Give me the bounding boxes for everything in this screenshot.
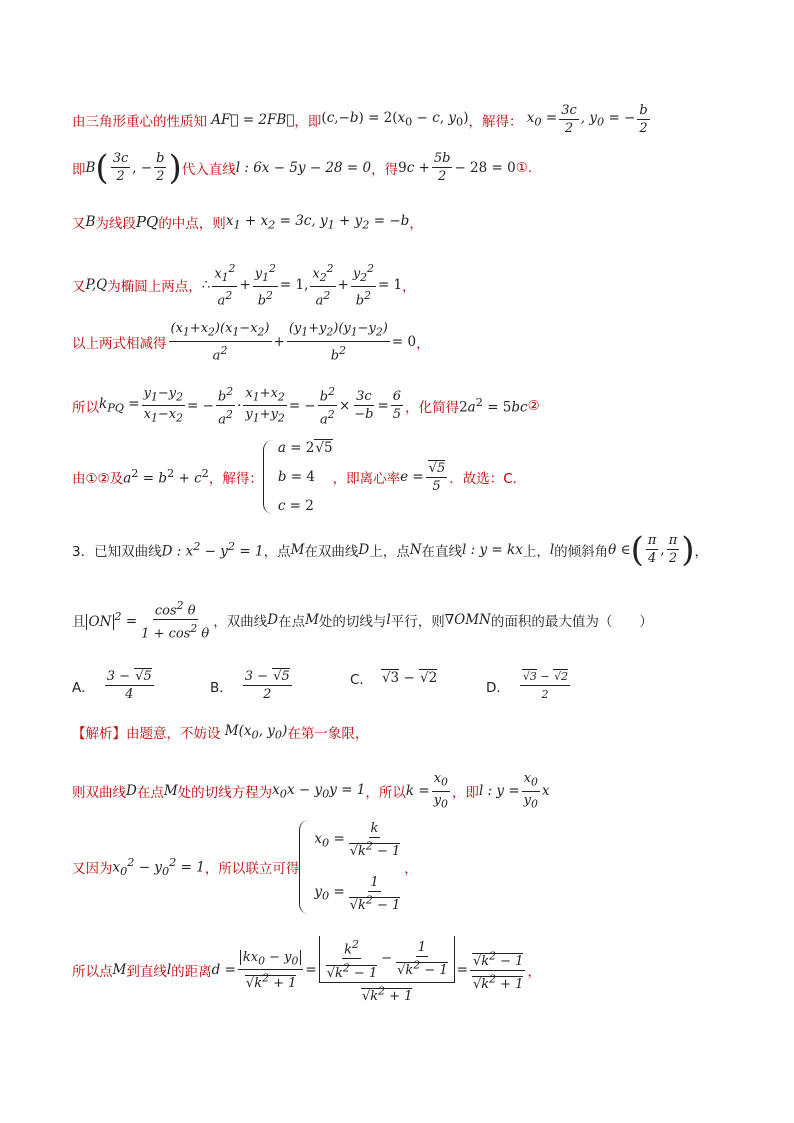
problem-number: 3．已知双曲线 <box>72 543 162 560</box>
vector-expression: AF⃗ = 2FB⃗ <box>207 111 295 128</box>
point-b: B <box>85 214 96 230</box>
theta: θ ∈ <box>608 541 631 558</box>
equation: 9c + <box>398 159 430 176</box>
text: ，所以 <box>365 785 406 802</box>
text: ，即 <box>451 785 479 802</box>
point-m: M <box>112 962 127 979</box>
line-l: l <box>166 962 172 979</box>
text: 则双曲线 <box>72 785 126 802</box>
fraction: $\frac{x_1^2}{a^2}$ <box>214 262 236 309</box>
text: 为椭圆上两点， <box>107 278 202 295</box>
brace <box>263 440 274 514</box>
text: 处的切线方程为 <box>177 785 273 802</box>
fraction: $\frac{(x_1+x_2)(x_1-x_2)}{a^2}$ <box>170 321 270 363</box>
analysis-line-2 <box>72 770 550 812</box>
fraction: $\frac{b^2}{a^2}$ <box>217 385 234 428</box>
slope-pq: $k_{PQ}$ = <box>99 396 140 416</box>
text: 到直线 <box>126 964 167 981</box>
text: 的倾斜角 <box>554 543 609 560</box>
system-rows: a = 2√5 b = 4 c = 2 <box>277 440 333 514</box>
solution-x0: $x_0$ = <box>522 110 558 129</box>
fraction: $\frac{x_2^2}{a^2}$ <box>312 262 334 309</box>
equation: $a^2 = b^2 + c^2$ <box>123 467 209 487</box>
fraction: $\frac{(y_1+y_2)(y_1-y_2)}{b^2}$ <box>288 321 388 363</box>
segment-pq: PQ <box>135 213 159 231</box>
equals: = 0 <box>391 333 417 350</box>
tangent-equation: $x_0x - y_0y = 1$ <box>272 781 366 801</box>
fraction: $\frac{\cos^2 \theta}{1 + \cos^2 \theta}$ <box>141 599 210 642</box>
solution-line-2 <box>72 147 533 188</box>
text: ，所以联立可得 <box>204 861 300 877</box>
triangle-omn: ∇OMN <box>444 611 491 628</box>
times: × <box>338 397 351 414</box>
equals: = <box>377 397 389 414</box>
text: 由三角形重心的性质知 <box>72 113 207 130</box>
text: 的中点，则 <box>158 216 226 232</box>
text: ，即 <box>294 113 322 130</box>
fraction: $\frac{y_1^2}{b^2}$ <box>254 262 276 309</box>
comma: , − <box>132 159 153 176</box>
fraction: $\frac{√k^2 - 1}{√k^2 + 1}$ <box>470 948 526 994</box>
text: 在双曲线 <box>304 543 359 560</box>
therefore: ∴ <box>201 276 211 293</box>
point-m: M <box>290 541 305 558</box>
point-m-coords: $M(x_0$, $y_0$) <box>220 722 288 742</box>
line-l: l <box>386 611 391 628</box>
solution-line-7 <box>72 440 517 514</box>
point-m: M <box>163 783 178 800</box>
text: 又 <box>72 216 86 232</box>
fraction: $\frac{y_2^2}{b^2}$ <box>352 262 374 309</box>
text: 为线段 <box>95 216 136 232</box>
analysis-line-3 <box>72 820 418 914</box>
line-l: l <box>549 541 555 558</box>
equation: $x_1 + x_2 = 3c$, $y_1 + y_2 = -b$ <box>225 212 410 232</box>
text: ， <box>416 335 430 352</box>
solution-y0: , $y_0$ = − <box>580 110 636 129</box>
fraction: $\frac{3c}{-b}$ <box>354 389 374 423</box>
analysis-line-1 <box>72 722 368 742</box>
text: 处的切线与 <box>318 613 387 630</box>
plus: + <box>273 333 285 350</box>
on-length: ON $^2$ = <box>86 610 138 630</box>
text: ， <box>404 861 418 877</box>
option-c[interactable] <box>350 668 437 688</box>
text: 所以点 <box>72 964 113 981</box>
circled-marker: ② <box>527 397 540 414</box>
curve-d: D <box>267 611 279 628</box>
option-a[interactable] <box>72 668 156 703</box>
equals: = 1 <box>377 276 403 293</box>
fraction: $\frac{√3 - √2}{2}$ <box>520 668 570 703</box>
variable-x: x <box>541 783 550 800</box>
text: 又因为 <box>72 861 113 877</box>
option-label: C． <box>350 672 373 688</box>
fraction: $\frac{3c}{2}$ <box>561 103 577 136</box>
text: ，即离心率 <box>332 471 401 487</box>
fraction: $\frac{√5}{5}$ <box>426 460 448 495</box>
hyperbola: D : $x^2 - y^2 = 1$ <box>161 539 264 560</box>
comma: , <box>660 541 665 558</box>
text: 又 <box>72 278 86 295</box>
option-b[interactable] <box>210 668 294 703</box>
point-n: N <box>409 541 422 558</box>
equals: = − <box>288 397 316 414</box>
points-pq: P,Q <box>85 276 108 293</box>
text: 上，点 <box>369 543 410 560</box>
text: 在点 <box>136 785 164 802</box>
text: 的距离 <box>171 964 212 981</box>
solution-line-3 <box>72 212 423 232</box>
equals: = 1, <box>279 276 309 293</box>
text: 由①②及 <box>72 471 124 487</box>
fraction: $\frac{k^2}{√k^2 - 1}$ − $\frac{1}{√k^2 - 1}$ $√k^2 + 1$ <box>319 936 455 1005</box>
fraction: $\frac{x_1+x_2}{y_1+y_2}$ <box>245 385 285 425</box>
circled-marker: ①. <box>515 159 533 176</box>
distance-d: d = <box>211 962 236 979</box>
solution-line-1 <box>72 102 652 137</box>
text: ， <box>402 278 416 295</box>
equation: − 28 = 0 <box>454 159 516 176</box>
system-rows: $x_0$ = $\frac{k}{√k^2 - 1}$ $y_0$ = $\frac{1}{√k^2 - 1}$ <box>314 821 401 913</box>
option-label: D． <box>486 679 510 696</box>
paren-left: ( <box>95 147 109 188</box>
line-l: l : y = <box>478 783 520 800</box>
brace <box>299 820 310 914</box>
plus: + <box>337 276 349 293</box>
paren-right: ) <box>168 147 182 188</box>
text: ，点 <box>263 543 291 560</box>
text: ．故选：C. <box>449 471 517 487</box>
fraction: $\frac{x_0}{y_0}$ <box>523 771 538 811</box>
text: ，解得： <box>468 113 523 130</box>
slope-k: k = <box>405 783 430 800</box>
option-d[interactable] <box>486 668 572 703</box>
fraction: $\frac{b}{2}$ <box>639 103 648 136</box>
option-value: √3 − √2 <box>381 670 438 686</box>
analysis-tag: 【解析】 <box>72 726 126 742</box>
solution-line-6 <box>72 383 540 429</box>
text: 上， <box>522 543 550 560</box>
text: 即 <box>72 161 86 178</box>
fraction: $\frac{6}{5}$ <box>392 389 402 423</box>
fraction: $\frac{b}{2}$ <box>156 151 165 184</box>
text: 在点 <box>278 613 306 630</box>
fraction: $\frac{5b}{2}$ <box>433 151 451 184</box>
fraction: $\frac{3 - √5}{4}$ <box>106 669 152 702</box>
point-b: B <box>85 159 96 176</box>
text: 由题意，不妨设 <box>126 726 221 742</box>
line-l: l : y = kx <box>462 541 523 558</box>
text: 在第一象限， <box>287 726 369 742</box>
text: 的面积的最大值为（ ） <box>490 613 653 630</box>
text: ，双曲线 <box>213 613 268 630</box>
fraction: $\frac{kx_0 - y_0}{√k^2 + 1}$ <box>238 949 304 993</box>
text: 以上两式相减得 <box>72 335 167 352</box>
equals: = <box>305 962 317 979</box>
fraction: $\frac{3c}{2}$ <box>112 151 129 184</box>
text: ， <box>527 964 541 981</box>
curve-d: D <box>126 783 137 800</box>
text: ， <box>409 216 423 232</box>
text: 在直线 <box>421 543 463 560</box>
paren-left: ( <box>630 529 644 570</box>
system-of-equations <box>263 440 333 514</box>
eccentricity: e = <box>400 469 424 485</box>
problem-3-line-1 <box>72 529 708 570</box>
text: 平行，则 <box>390 613 445 630</box>
fraction: $\frac{y_1-y_2}{x_1-x_2}$ <box>143 385 183 425</box>
equals: = <box>456 962 468 979</box>
solution-line-4 <box>72 260 416 309</box>
option-label: B． <box>210 679 233 696</box>
paren-right: ) <box>681 529 695 570</box>
solution-line-5 <box>72 320 430 364</box>
analysis-line-4 <box>72 936 541 1005</box>
fraction: $\frac{\pi}{4}$ <box>647 533 657 566</box>
system-of-equations <box>299 820 404 914</box>
line-equation: l : 6x − 5y − 28 = 0 <box>235 159 372 176</box>
text: ，得 <box>371 161 399 178</box>
text: 代入直线 <box>181 161 236 178</box>
equation: $x_0^2 - y_0^2 = 1$ <box>112 855 205 879</box>
equals: = − <box>186 397 214 414</box>
dot: · <box>237 397 242 414</box>
text: 所以 <box>72 399 99 416</box>
text: 且 <box>72 613 86 630</box>
text: ，解得： <box>208 471 263 487</box>
fraction: $\frac{3 - √5}{2}$ <box>244 669 290 702</box>
fraction: $\frac{b^2}{a^2}$ <box>319 385 335 428</box>
fraction: $\frac{x_0}{y_0}$ <box>433 771 448 811</box>
text: ，化简得 <box>405 399 460 416</box>
curve-d: D <box>358 541 370 558</box>
point-m: M <box>305 611 319 628</box>
plus: + <box>239 276 251 293</box>
option-label: A． <box>72 679 95 696</box>
text: ， <box>694 543 708 560</box>
problem-3-line-2 <box>72 597 653 643</box>
equation: $(c,-b) = 2(x_0 - c$, $y_0$) <box>321 110 469 129</box>
fraction: $\frac{\pi}{2}$ <box>668 533 678 566</box>
equation: $2a^2 = 5bc$ <box>459 396 528 416</box>
